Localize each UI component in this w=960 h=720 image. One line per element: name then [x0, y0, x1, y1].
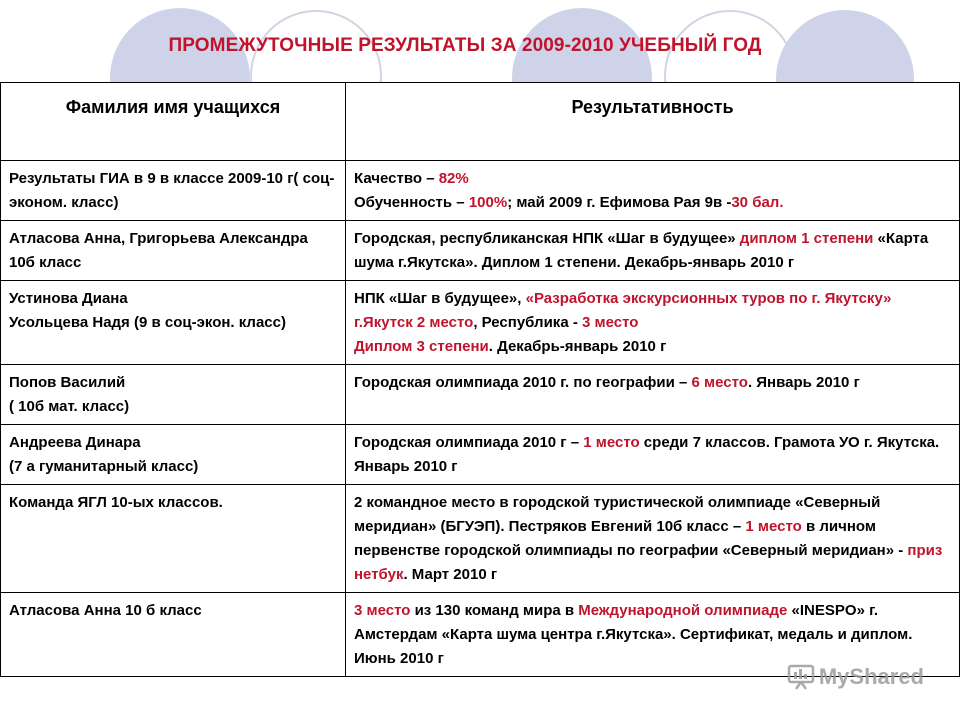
result-text: в личном первенстве городской олимпиады по географии «Северный меридиан» - [354, 518, 908, 559]
result-cell [346, 425, 960, 485]
highlight-text: 100% [468, 194, 508, 211]
result-text: ; май 2009 г. Ефимова Рая 9в - [507, 194, 732, 211]
highlight-text: 82% [438, 170, 469, 187]
student-cell [1, 281, 346, 365]
table-row [1, 485, 960, 593]
highlight-text: «Разработка экскурсионных туров по г. Якутску» г. [354, 290, 892, 331]
highlight-text: 3 место [582, 314, 639, 331]
highlight-text: диплом 1 степени [739, 230, 874, 247]
result-text: Качество – [354, 170, 439, 187]
student-name-line: Атласова Анна 10 б класс [9, 602, 202, 619]
slide-title: ПРОМЕЖУТОЧНЫЕ РЕЗУЛЬТАТЫ ЗА 2009-2010 УЧЕБНЫЙ ГОД [168, 35, 762, 56]
highlight-text: 30 бал. [731, 194, 784, 211]
result-text: «INESPO» г. Амстердам «Карта шума центра г.Якутска». Сертификат, медаль и диплом. Июнь 2010 г [354, 602, 913, 667]
student-cell [1, 425, 346, 485]
result-text: , Республика - [473, 314, 582, 331]
highlight-text: Якутск 2 место [362, 314, 474, 331]
highlight-text: приз нетбук [354, 542, 943, 583]
student-name-line: Атласова Анна, Григорьева Александра 10б класс [9, 230, 308, 271]
student-cell [1, 161, 346, 221]
header-results: Результативность [346, 83, 960, 161]
result-cell [346, 161, 960, 221]
result-text: Городская олимпиада 2010 г – [354, 434, 584, 451]
result-text: среди 7 классов. Грамота УО г. Якутска. Январь 2010 г [354, 434, 940, 475]
table-row [1, 221, 960, 281]
student-cell [1, 485, 346, 593]
result-text: Обученность – [354, 194, 469, 211]
student-name-line: Усольцева Надя (9 в соц-экон. класс) [9, 314, 286, 331]
table-row [1, 365, 960, 425]
student-name-line: Попов Василий [9, 374, 126, 391]
student-name-line: Команда ЯГЛ 10-ых классов. [9, 494, 223, 511]
student-name-line: Андреева Динара [9, 434, 141, 451]
result-text: НПК «Шаг в будущее», [354, 290, 526, 307]
presentation-icon [787, 663, 815, 691]
result-text: 2 командное место в городской туристической олимпиаде «Северный меридиан» (БГУЭП). Пестряков Евгений 10б класс – [354, 494, 881, 535]
table-body [1, 161, 960, 677]
result-text: . Март 2010 г [403, 566, 498, 583]
result-text: «Карта шума г.Якутска». Диплом 1 степени. Декабрь-январь 2010 г [354, 230, 929, 271]
result-text: из 130 команд мира в [410, 602, 579, 619]
result-cell [346, 281, 960, 365]
highlight-text: 3 место [354, 602, 411, 619]
result-cell [346, 365, 960, 425]
result-cell [346, 221, 960, 281]
highlight-text: Международной олимпиаде [578, 602, 788, 619]
highlight-text: 1 место [583, 434, 640, 451]
student-cell [1, 593, 346, 677]
student-name-line: ( 10б мат. класс) [9, 398, 130, 415]
result-text: Городская олимпиада 2010 г. по географии – [354, 374, 692, 391]
header-students: Фамилия имя учащихся [1, 83, 346, 161]
student-cell [1, 221, 346, 281]
student-name-line: Результаты ГИА в 9 в классе 2009-10 г( соц-эконом. класс) [9, 170, 335, 211]
table-row [1, 161, 960, 221]
result-cell [346, 485, 960, 593]
result-text: . Январь 2010 г [747, 374, 860, 391]
table-row [1, 425, 960, 485]
result-text: . Декабрь-январь 2010 г [488, 338, 667, 355]
highlight-text: 6 место [691, 374, 748, 391]
results-table [0, 82, 960, 677]
highlight-text: 1 место [745, 518, 802, 535]
watermark-text: MyShared [818, 664, 924, 689]
table-header-row [1, 83, 960, 161]
highlight-text: Диплом 3 степени [354, 338, 489, 355]
student-name-line: Устинова Диана [9, 290, 128, 307]
table-row [1, 281, 960, 365]
watermark [787, 663, 924, 691]
student-name-line: (7 а гуманитарный класс) [9, 458, 199, 475]
student-cell [1, 365, 346, 425]
result-text: Городская, республиканская НПК «Шаг в будущее» [354, 230, 740, 247]
